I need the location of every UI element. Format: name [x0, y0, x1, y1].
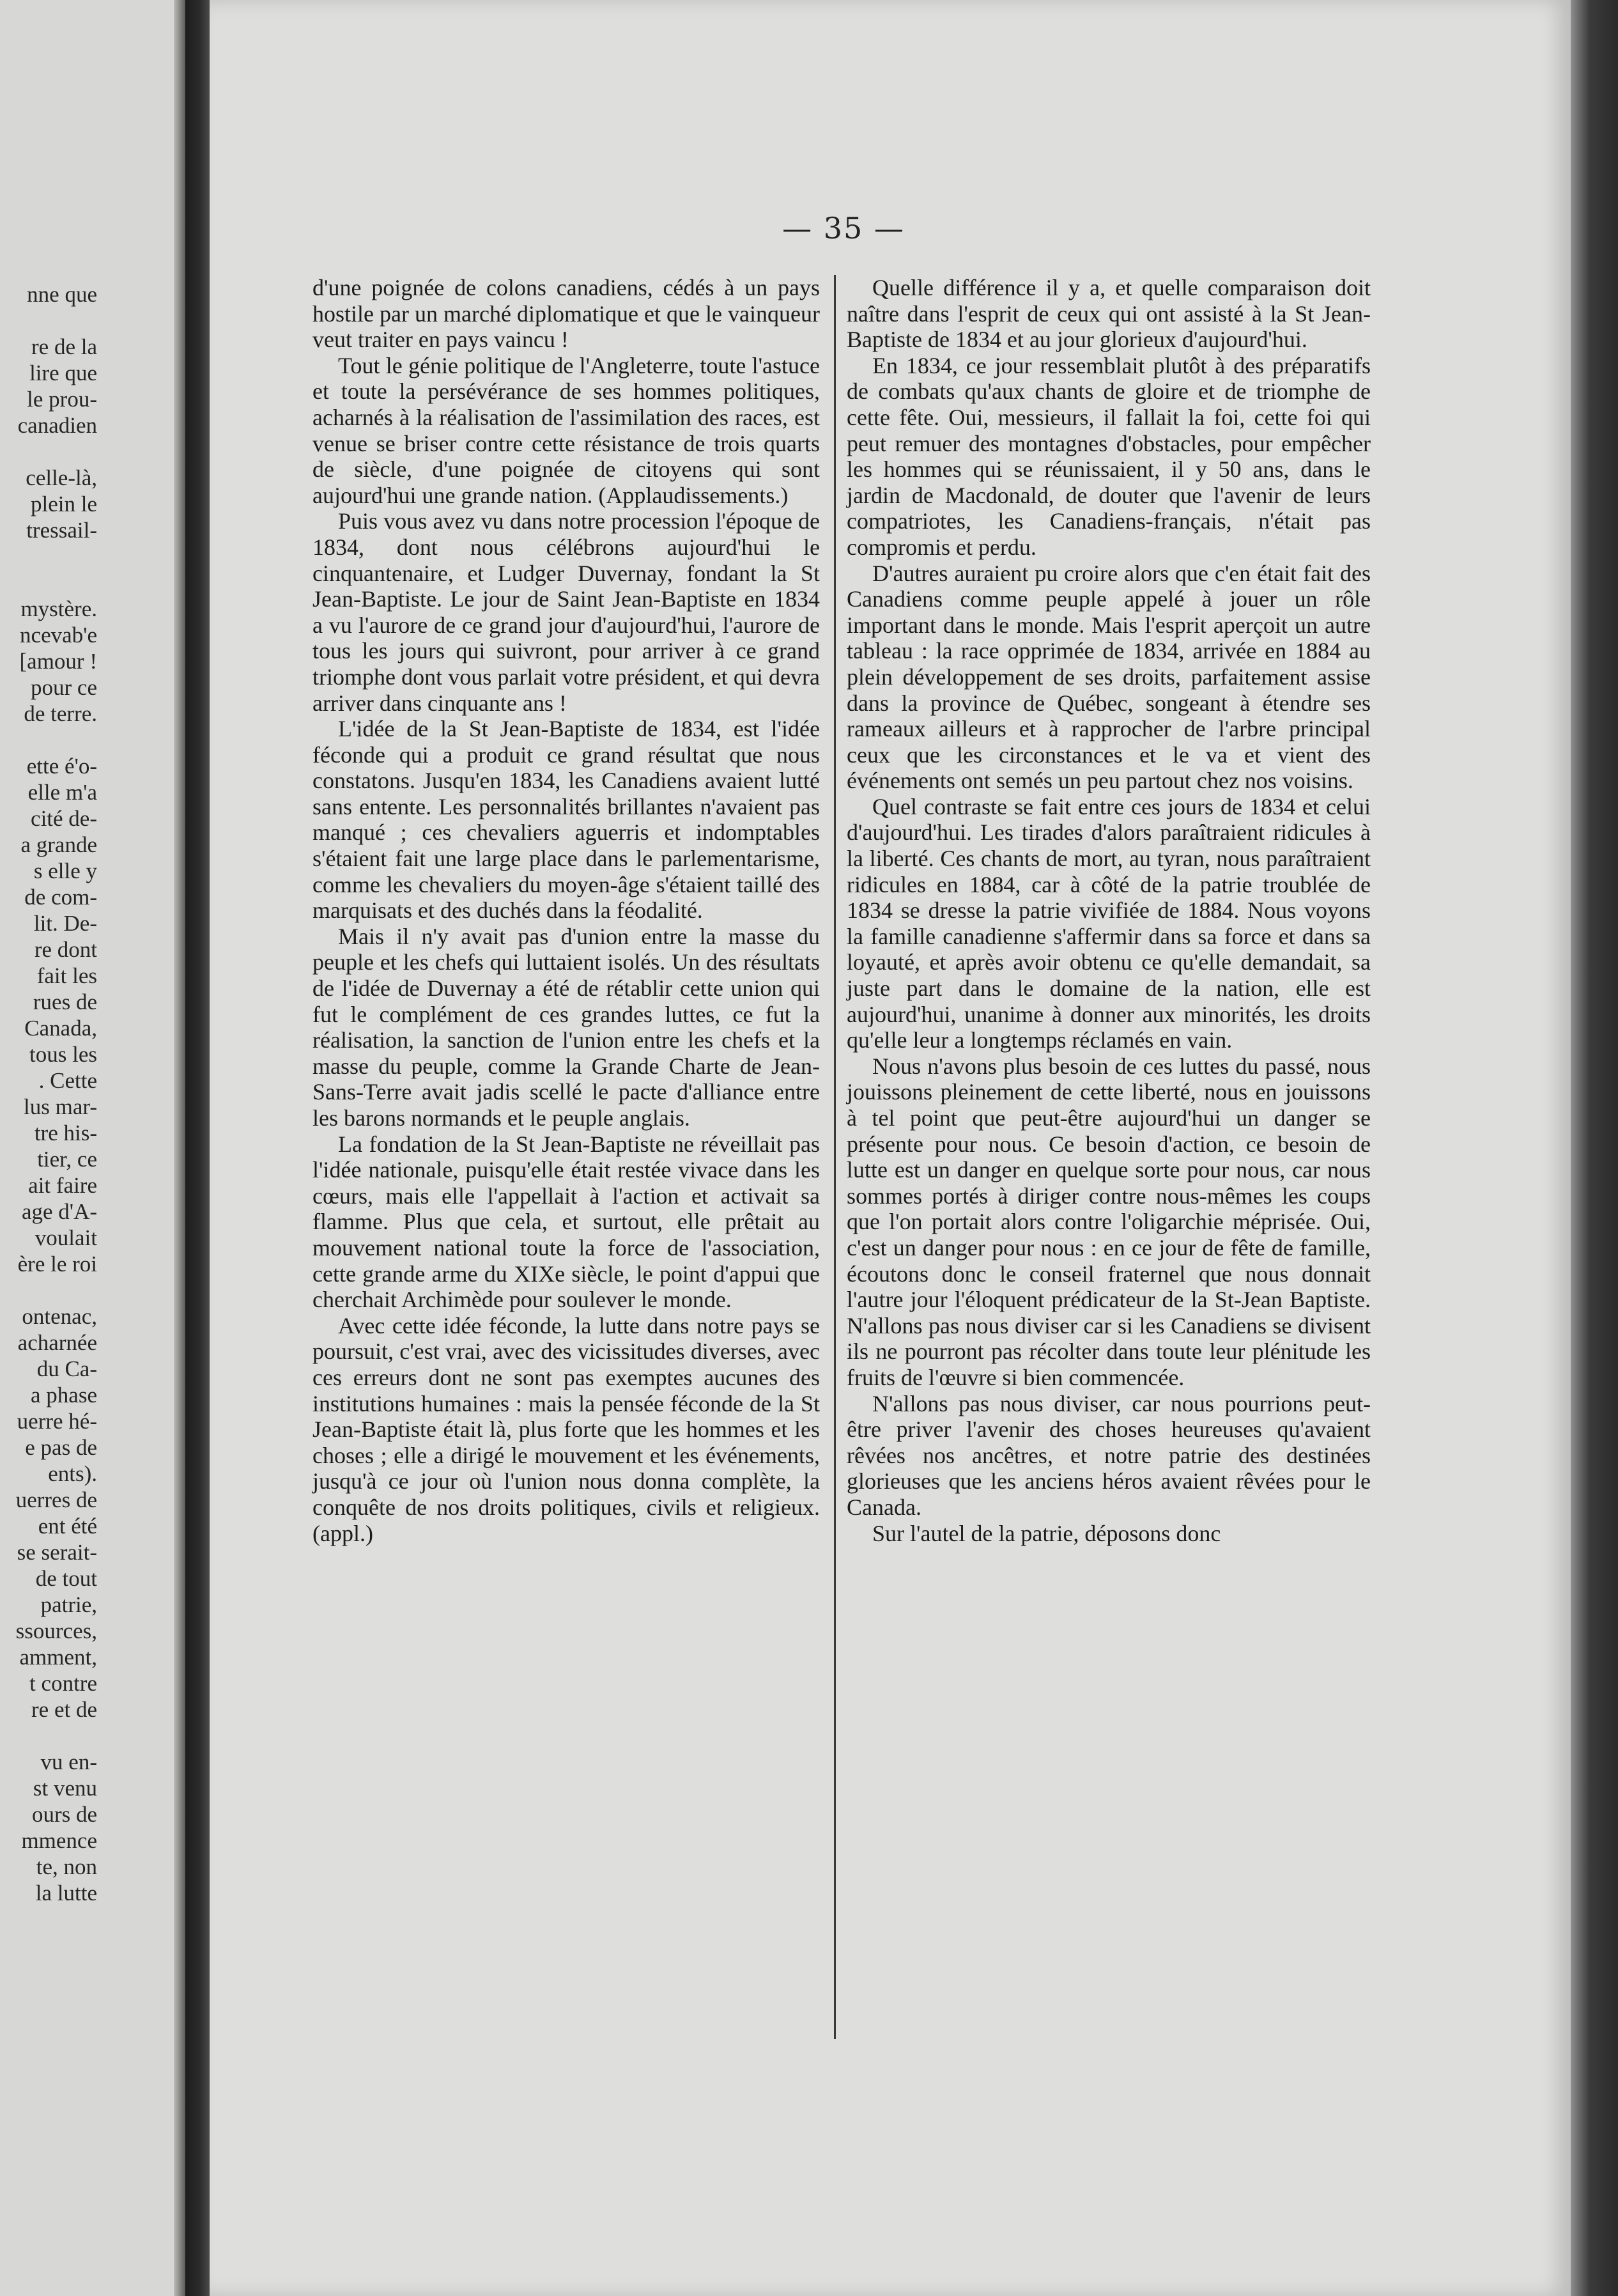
facing-page-line: de tout [35, 1566, 97, 1591]
facing-page-line: elle m'a [27, 780, 97, 805]
facing-page-line: amment, [19, 1645, 97, 1670]
facing-page-line: ours de [31, 1802, 97, 1827]
facing-page-line: t contre [29, 1671, 97, 1696]
facing-page-line: a grande [20, 832, 97, 857]
paragraph: Avec cette idée féconde, la lutte dans notre pays se poursuit, c'est vrai, avec des vicissitudes diverses, avec ces erreurs dont ne sont pas exemptes aucunes des institutions humaines : mais la pensée féconde de la St Jean-Baptiste était là, plus forte que les hommes et les choses ; elle a dirigé le mouvement et les événements, jusqu'à ce jour où l'union nous donna complète, la conquête de nos droits politiques, civils et religieux. (appl.) [312, 1312, 820, 1546]
facing-page-line: patrie, [40, 1592, 97, 1617]
facing-page-text [0, 281, 174, 1906]
paragraph: Puis vous avez vu dans notre procession l'époque de 1834, dont nous célébrons aujourd'hui le cinquantenaire, et Ludger Duvernay, fondant la St Jean-Baptiste. Le jour de Saint Jean-Baptiste en 1834 a vu l'aurore de ce grand jour d'aujourd'hui, l'aurore de tous les jours qui suivront, pour arriver à ce grand triomphe dont vous parlait votre président, et qui devra arriver dans cinquante ans ! [312, 508, 820, 716]
facing-page-line: Canada, [24, 1016, 97, 1041]
facing-page-line: lire que [29, 361, 97, 385]
facing-page-line: acharnée [17, 1330, 97, 1355]
facing-page-line: te, non [36, 1854, 97, 1879]
facing-page-line [0, 570, 174, 596]
facing-page-line: voulait [35, 1225, 97, 1250]
facing-page-line: re de la [31, 334, 97, 359]
paragraph: D'autres auraient pu croire alors que c'en était fait des Canadiens comme peuple appelé à jouer un rôle important dans le monde. Mais l'esprit aperçoit un autre tableau : la race opprimée de 1834, arrivée en 1884 au plein développement de ses droits, parfaitement assise dans la province de Québec, songeant à étendre ses rameaux ailleurs et à rapprocher de l'arbre principal ceux que les circonstances et le va et vient des événements ont semés un peu partout chez nos voisins. [847, 560, 1371, 794]
facing-page-line: tre his- [34, 1121, 97, 1145]
paragraph: N'allons pas nous diviser, car nous pourrions peut-être priver l'avenir des choses heureuses qu'avaient rêvées nos ancêtres, et notre patrie des destinées glorieuses que les anciens héros avaient rêvées pour le Canada. [847, 1390, 1371, 1520]
facing-page-line: ontenac, [22, 1304, 97, 1329]
facing-page-line: mmence [21, 1828, 97, 1853]
facing-page-line: s elle y [33, 858, 97, 883]
facing-page-line [0, 1277, 174, 1303]
paragraph: d'une poignée de colons canadiens, cédés à un pays hostile par un marché diplomatique et que le vainqueur veut traiter en pays vaincu ! [312, 275, 820, 353]
binding-gutter [185, 0, 210, 2296]
paragraph: La fondation de la St Jean-Baptiste ne réveillait pas l'idée nationale, puisqu'elle était restée vivace dans les cœurs, mais elle l'appellait à l'action et activait sa flamme. Plus que cela, et surtout, elle prêtait au mouvement national toute la force de l'association, cette grande arme du XIXe siècle, le point d'appui que cherchait Archimède pour soulever le monde. [312, 1131, 820, 1313]
column-divider [834, 275, 836, 2039]
facing-page-line: ssources, [15, 1618, 97, 1643]
facing-page-line: ette é'o- [26, 754, 97, 779]
paragraph: En 1834, ce jour ressemblait plutôt à des préparatifs de combats qu'aux chants de gloire et de triomphe de cette fête. Oui, messieurs, il fallait la foi, cette foi qui peut remuer des montagnes d'obstacles, pour empêcher les hommes qui se réunissaient, il y 50 ans, dans le jardin de Macdonald, de douter que l'avenir de leurs compatriotes, les Canadiens-français, n'était pas compromis et perdu. [847, 352, 1371, 560]
facing-page-line: du Ca- [36, 1356, 97, 1381]
facing-page-line: tressail- [26, 518, 97, 543]
facing-page-line: uerres de [15, 1487, 97, 1512]
facing-page-line: vu en- [40, 1749, 97, 1774]
facing-page-line: lit. De- [33, 911, 97, 936]
page-edge [1571, 0, 1618, 2296]
facing-page-line: ait faire [28, 1173, 97, 1198]
facing-page-line: re dont [34, 937, 97, 962]
facing-page-line: celle-là, [26, 465, 97, 490]
facing-page-line [0, 543, 174, 570]
facing-page-line: age d'A- [21, 1199, 97, 1224]
facing-page-line: mystère. [20, 596, 97, 621]
paragraph: Tout le génie politique de l'Angleterre, toute l'astuce et toute la persévérance de ses hommes politiques, acharnés à la réalisation de l'assimilation des races, est venue se briser contre cette résistance de trois quarts de siècle, d'une poignée de citoyens qui sont aujourd'hui une grande nation. (Applaudissements.) [312, 352, 820, 508]
facing-page-edge [174, 0, 185, 2296]
paragraph: L'idée de la St Jean-Baptiste de 1834, est l'idée féconde qui a produit ce grand résultat que nous constatons. Jusqu'en 1834, les Canadiens avaient lutté sans entente. Les personnalités brillantes n'avaient pas manqué ; ces chevaliers aguerris et indomptables s'étaient fait une large place dans le parlementarisme, comme les chevaliers du moyen-âge s'étaient taillé des marquisats et des duchés dans la féodalité. [312, 716, 820, 924]
facing-page-line: ents). [48, 1461, 97, 1486]
paragraph: Mais il n'y avait pas d'union entre la masse du peuple et les chefs qui luttaient isolés. Un des résultats de l'idée de Duvernay a été de rétablir cette union qui fut le complément de ces grandes luttes, ce fut la réalisation, la sanction de l'union entre les chefs et la masse du peuple, comme la Grande Charte de Jean-Sans-Terre avait jadis scellé le pacte d'alliance entre les barons normands et le peuple anglais. [312, 923, 820, 1131]
facing-page-line: cité de- [31, 806, 97, 831]
facing-page-line: [amour ! [19, 649, 97, 674]
paragraph: Quel contraste se fait entre ces jours de 1834 et celui d'aujourd'hui. Les tirades d'alors paraîtraient ridicules à la liberté. Ces chants de mort, au tyran, nous paraîtraient ridicules en 1884, car à côté de la patrie troublée de 1834 se dresse la patrie vivifiée de 1884. Nous voyons la famille canadienne s'affermir dans sa force et dans sa loyauté, et après avoir obtenu ce qu'elle demandait, sa juste part dans le domaine de la nation, elle est aujourd'hui, unanime à donner aux minorités, les droits qu'elle leur a longtemps réclamés en vain. [847, 793, 1371, 1053]
facing-page-line: de com- [24, 885, 97, 910]
facing-page-line: ère le roi [17, 1252, 97, 1276]
left-text-column [312, 275, 820, 1546]
facing-page-line: ncevab'e [20, 623, 97, 648]
facing-page-line [0, 727, 174, 753]
facing-page-line: se serait- [17, 1540, 97, 1565]
facing-page-line: plein le [31, 492, 97, 516]
facing-page-line: ent été [38, 1514, 97, 1539]
facing-page-line: . Cette [38, 1068, 97, 1093]
facing-page-line: nne que [27, 282, 97, 307]
facing-page-line: pour ce [31, 675, 97, 700]
facing-page-line: st venu [33, 1776, 97, 1801]
facing-page-line: la lutte [35, 1881, 97, 1905]
facing-page-line: de terre. [24, 701, 97, 726]
facing-page-line: uerre hé- [17, 1409, 97, 1434]
paragraph: Sur l'autel de la patrie, déposons donc [872, 1520, 1221, 1546]
facing-page-line: tier, ce [37, 1147, 97, 1172]
facing-page-line: rues de [33, 989, 97, 1014]
paragraph: Nous n'avons plus besoin de ces luttes du passé, nous jouissons pleinement de cette liberté, nous en jouissons à tel point que peut-être aujourd'hui un danger se présente pour nous. Ce besoin d'action, ce besoin de lutte est un danger en quelque sorte pour nous, car nous sommes portés à diriger contre nous-mêmes les coups que l'on portait alors contre l'oligarchie méprisée. Oui, c'est un danger pour nous : en ce jour de fête de famille, écoutons donc le conseil fraternel que nous donnait l'autre jour l'éloquent prédicateur de la St-Jean Baptiste. N'allons pas nous diviser car si les Canadiens se divisent ils ne pourront pas récolter dans toute leur plénitude les fruits de l'œuvre si bien commencée. [847, 1053, 1371, 1390]
facing-page-line [0, 1723, 174, 1749]
right-text-column [847, 275, 1371, 1546]
facing-page-line: re et de [31, 1697, 97, 1722]
page-number: — 35 — [782, 211, 905, 245]
paragraph: Quelle différence il y a, et quelle comparaison doit naître dans l'esprit de ceux qui ont assisté à la St Jean-Baptiste de 1834 et au jour glorieux d'aujourd'hui. [847, 275, 1371, 353]
facing-page-line: canadien [17, 413, 97, 438]
facing-page-line: lus mar- [24, 1094, 97, 1119]
facing-page-line: fait les [36, 963, 97, 988]
facing-page-line [0, 438, 174, 465]
facing-page-line [0, 307, 174, 334]
facing-page-line: a phase [31, 1383, 97, 1408]
facing-page-line: le prou- [27, 387, 97, 412]
facing-page-strip [0, 0, 185, 2296]
facing-page-line: tous les [29, 1042, 97, 1067]
facing-page-line: e pas de [25, 1435, 97, 1460]
